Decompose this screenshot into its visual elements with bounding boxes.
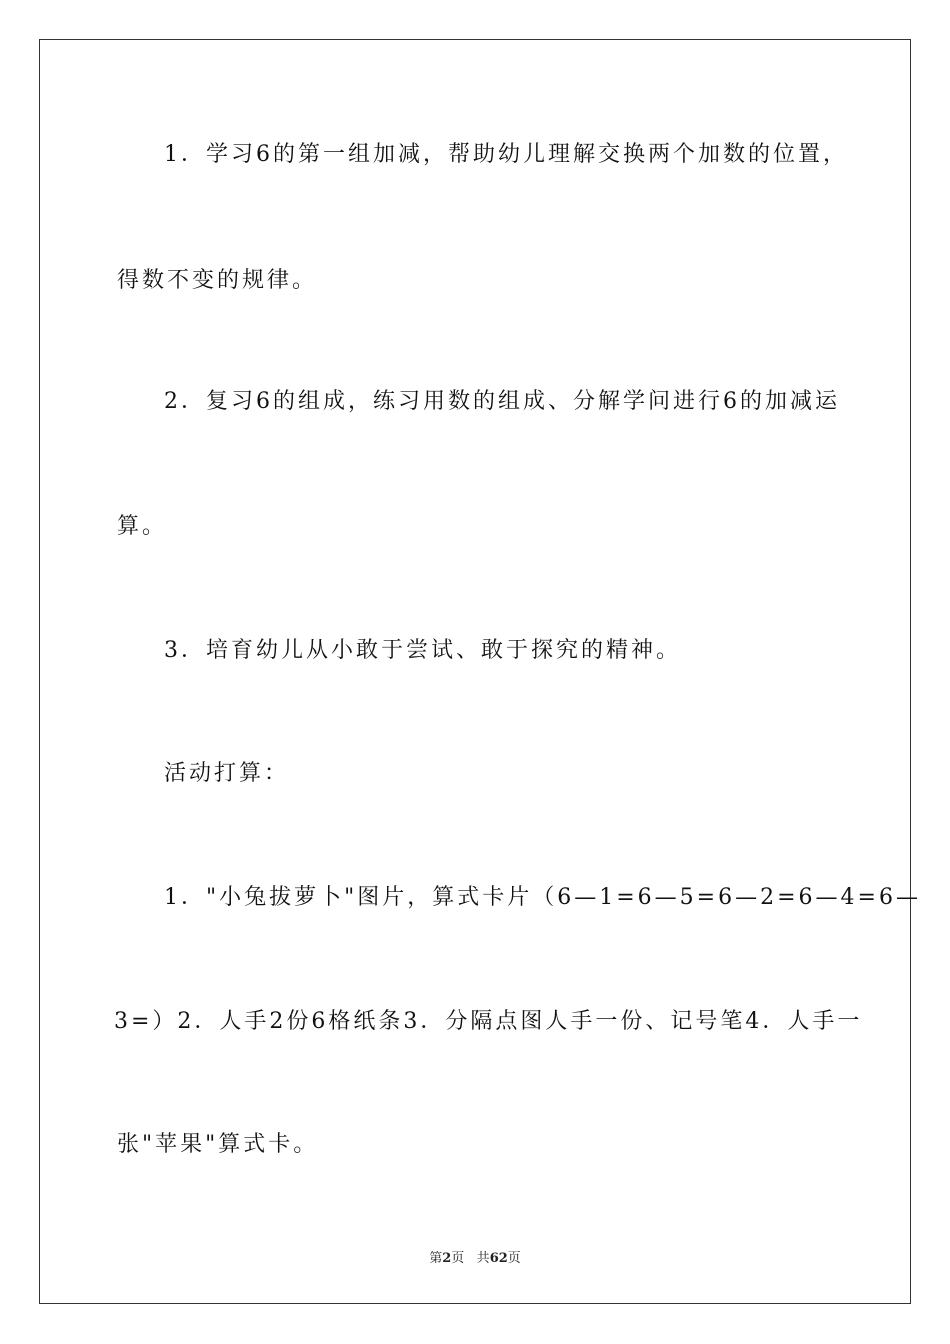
objective-3: 3．培育幼儿从小敢于尝试、敢于探究的精神。 — [164, 638, 681, 663]
preparation-item-line-3: 张"苹果"算式卡。 — [117, 1132, 319, 1157]
page-suffix: 页 — [451, 1251, 465, 1266]
preparation-item-line-2: 3=）2．人手2份6格纸条3．分隔点图人手一份、记号笔4．人手一 — [114, 1009, 863, 1034]
page-footer — [0, 1247, 950, 1266]
objective-1-line-2: 得数不变的规律。 — [117, 268, 318, 293]
preparation-heading: 活动打算： — [164, 761, 290, 786]
page-prefix: 第 — [429, 1251, 443, 1266]
preparation-item-line-1: 1．"小兔拔萝卜"图片，算式卡片（6—1=6—5=6—2=6—4=6— — [164, 885, 921, 910]
total-pages: 62 — [489, 1251, 508, 1266]
page-number: 2 — [442, 1251, 452, 1266]
objective-2-line-2: 算。 — [117, 514, 168, 539]
total-suffix: 页 — [507, 1251, 521, 1266]
objective-2-line-1: 2．复习6的组成，练习用数的组成、分解学问进行6的加减运 — [164, 389, 840, 414]
total-prefix: 共 — [476, 1251, 490, 1266]
page-border — [39, 39, 911, 1304]
objective-1-line-1: 1．学习6的第一组加减，帮助幼儿理解交换两个加数的位置， — [164, 142, 848, 167]
